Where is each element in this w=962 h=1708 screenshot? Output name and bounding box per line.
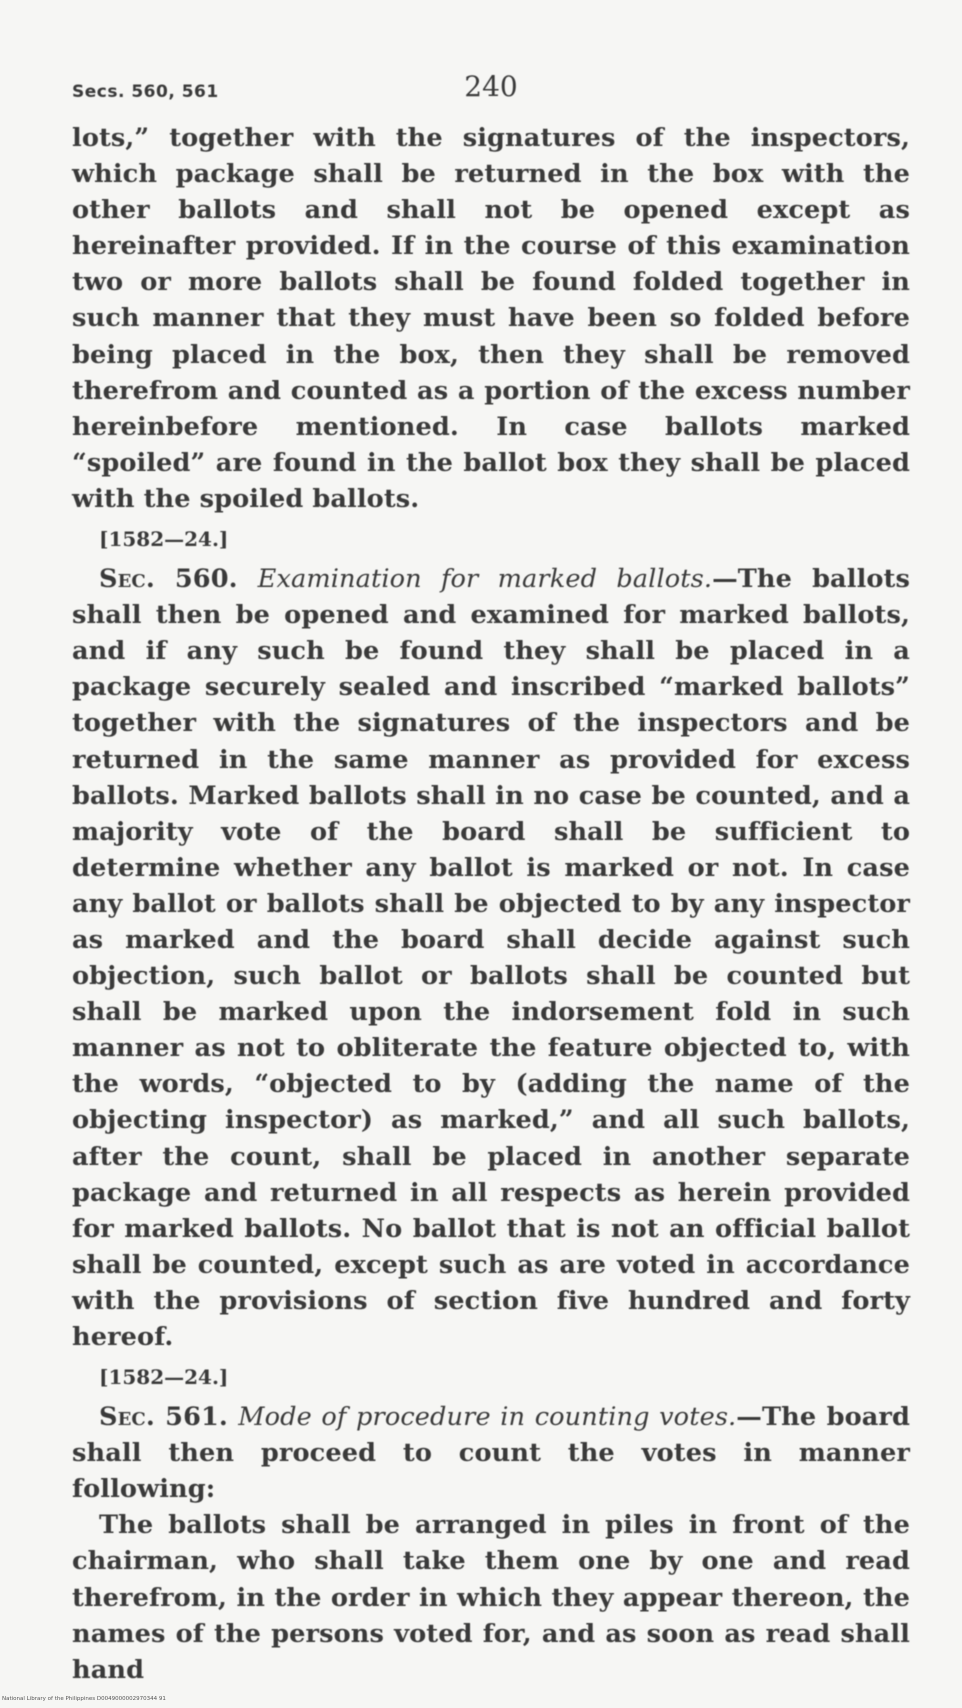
section-560-body: —The ballots shall then be opened and examined for marked ballots, and if any such be found they shall be placed in a package securely sealed and inscribed “marked ballots” together with the signatures of the inspectors and be returned in the same manner as provided for excess ballots. Marked ballots shall in no case be counted, and a majority vote of the board shall be sufficient to determine whether any ballot is marked or not. In case any ballot or ballots shall be objected to by any inspector as marked and the board shall decide against such objection, such ballot or ballots shall be counted but shall be marked upon the indorsement fold in such manner as not to obliterate the feature objected to, with the words, “objected to by (adding the name of the objecting inspector) as marked,” and all such ballots, after the count, shall be placed in another separate package and returned in all respects as herein provided for marked ballots. No ballot that is not an official ballot shall be counted, except such as are voted in accordance with the provisions of section five hundred and forty hereof. bbox=[72, 564, 910, 1352]
paragraph-continuation: lots,” together with the signatures of the inspectors, which package shall be returned in the box with the other ballots and shall not be opened except as hereinafter provided. If in the course of this examination two or more ballots shall be found folded together in such manner that they must have been so folded before being placed in the box, then they shall be removed therefrom and counted as a portion of the excess number hereinbefore mentioned. In case ballots marked “spoiled” are found in the ballot box they shall be placed with the spoiled ballots. bbox=[72, 123, 910, 514]
section-561-body: —The board shall then proceed to count the votes in manner following: bbox=[72, 1402, 911, 1505]
history-note: [1582—24.] bbox=[99, 527, 229, 552]
section-561-continuation: The ballots shall be arranged in piles in front of the chairman, who shall take them one by one and read therefrom, in the order in which they appear thereon, the names of the persons voted for, and as soon as read shall hand bbox=[72, 1510, 910, 1685]
section-reference: Secs. 560, 561 bbox=[72, 82, 219, 102]
history-note: [1582—24.] bbox=[99, 1365, 229, 1390]
page-content bbox=[72, 68, 910, 1688]
page-number: 240 bbox=[464, 70, 518, 103]
section-560-title: Examination for marked ballots. bbox=[257, 564, 713, 595]
section-561-label: Sec. 561. bbox=[99, 1402, 228, 1433]
section-560 bbox=[72, 561, 910, 1355]
section-561-title: Mode of procedure in counting votes. bbox=[238, 1402, 737, 1433]
section-560-label: Sec. 560. bbox=[99, 564, 238, 595]
page-header bbox=[72, 68, 910, 120]
section-561 bbox=[72, 1399, 910, 1507]
library-footer: National Library of the Philippines D0049000002970344 91 bbox=[2, 1696, 166, 1702]
